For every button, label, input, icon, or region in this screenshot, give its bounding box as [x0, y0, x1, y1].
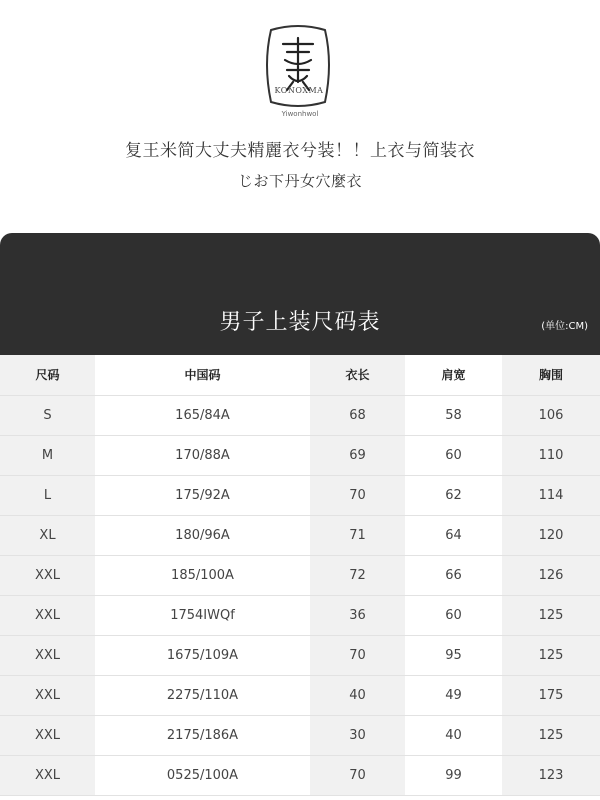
cell-chest: 126	[502, 555, 600, 595]
cell-china-size: 180/96A	[95, 515, 310, 555]
table-row	[0, 755, 600, 795]
column-header: 胸围	[502, 355, 600, 395]
cell-length: 70	[310, 635, 405, 675]
cell-chest: 106	[502, 395, 600, 435]
cell-china-size: 1754IWQf	[95, 595, 310, 635]
table-row	[0, 715, 600, 755]
table-row	[0, 395, 600, 435]
cell-size: XXL	[0, 555, 95, 595]
size-chart-table	[0, 355, 600, 796]
page-title: 男子上装尺码表	[219, 310, 381, 335]
cell-china-size: 2175/186A	[95, 715, 310, 755]
cell-china-size: 1675/109A	[95, 635, 310, 675]
cell-size: M	[0, 435, 95, 475]
cell-chest: 175	[502, 675, 600, 715]
cell-length: 30	[310, 715, 405, 755]
brand-seal-icon	[257, 24, 339, 108]
cell-size: L	[0, 475, 95, 515]
cell-shoulder: 66	[405, 555, 502, 595]
table-row	[0, 635, 600, 675]
cell-shoulder: 95	[405, 635, 502, 675]
cell-china-size: 0525/100A	[95, 755, 310, 795]
unit-label: (单位:CM)	[541, 321, 588, 332]
table-row	[0, 555, 600, 595]
cell-shoulder: 49	[405, 675, 502, 715]
table-row	[0, 435, 600, 475]
table-row	[0, 595, 600, 635]
cell-china-size: 175/92A	[95, 475, 310, 515]
column-header: 中国码	[95, 355, 310, 395]
intro-line-1: 复王米简大丈夫精麗衣兮装！！上衣与简装衣	[125, 141, 475, 161]
cell-length: 40	[310, 675, 405, 715]
cell-chest: 114	[502, 475, 600, 515]
cell-size: XXL	[0, 755, 95, 795]
cell-china-size: 170/88A	[95, 435, 310, 475]
cell-size: XXL	[0, 635, 95, 675]
column-header: 衣长	[310, 355, 405, 395]
column-header: 尺码	[0, 355, 95, 395]
cell-length: 72	[310, 555, 405, 595]
cell-chest: 125	[502, 595, 600, 635]
cell-length: 71	[310, 515, 405, 555]
cell-size: S	[0, 395, 95, 435]
cell-shoulder: 99	[405, 755, 502, 795]
cell-chest: 125	[502, 715, 600, 755]
cell-shoulder: 58	[405, 395, 502, 435]
cell-china-size: 2275/110A	[95, 675, 310, 715]
cell-length: 70	[310, 755, 405, 795]
table-header-band	[0, 233, 600, 355]
cell-shoulder: 62	[405, 475, 502, 515]
cell-chest: 125	[502, 635, 600, 675]
cell-shoulder: 64	[405, 515, 502, 555]
cell-length: 69	[310, 435, 405, 475]
cell-shoulder: 40	[405, 715, 502, 755]
cell-length: 68	[310, 395, 405, 435]
table-row	[0, 675, 600, 715]
table-header-row	[0, 355, 600, 395]
cell-size: XXL	[0, 595, 95, 635]
cell-shoulder: 60	[405, 595, 502, 635]
cell-size: XL	[0, 515, 95, 555]
cell-china-size: 165/84A	[95, 395, 310, 435]
cell-size: XXL	[0, 715, 95, 755]
intro-line-2: じお下丹女穴麼衣	[237, 172, 362, 190]
cell-chest: 120	[502, 515, 600, 555]
cell-china-size: 185/100A	[95, 555, 310, 595]
brand-logo	[257, 24, 339, 108]
column-header: 肩宽	[405, 355, 502, 395]
cell-size: XXL	[0, 675, 95, 715]
cell-chest: 110	[502, 435, 600, 475]
brand-name: KONOXMA	[274, 86, 324, 95]
brand-subtitle: Yiwonhwol	[281, 110, 319, 118]
table-row	[0, 475, 600, 515]
cell-length: 70	[310, 475, 405, 515]
table-row	[0, 515, 600, 555]
cell-chest: 123	[502, 755, 600, 795]
cell-shoulder: 60	[405, 435, 502, 475]
cell-length: 36	[310, 595, 405, 635]
